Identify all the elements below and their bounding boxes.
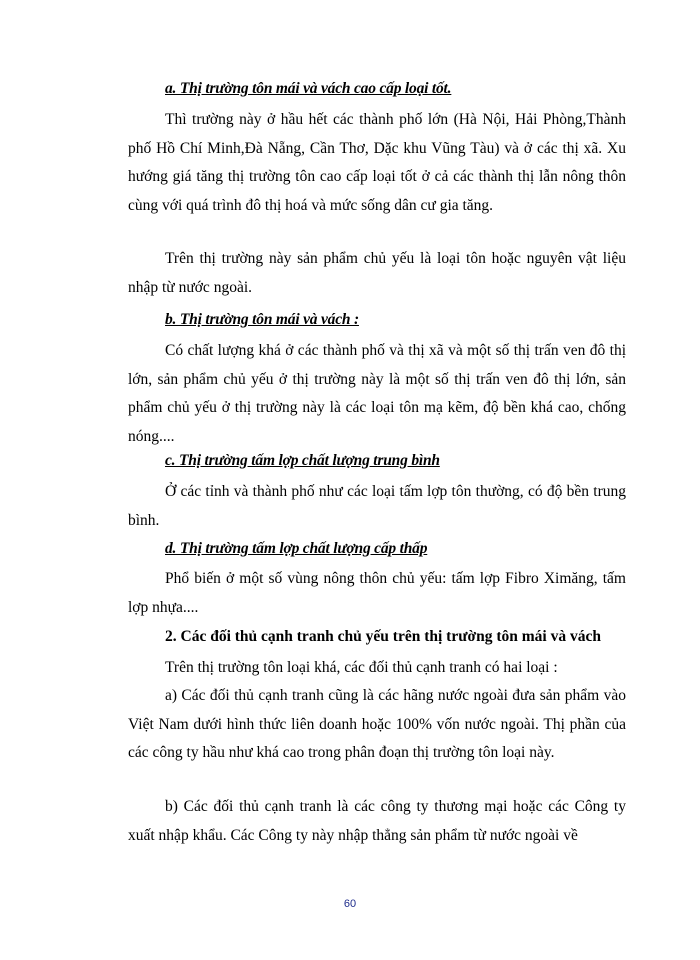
paragraph-a-1: Thì trường này ở hầu hết các thành phố lớn (Hà Nội, Hải Phòng,Thành phố Hồ Chí Minh,Đà Nẵng, Cần Thơ, Dặc khu Vũng Tàu) và ở các thị xã. Xu hướng giá tăng thị trường tôn cao cấp loại tốt ở cả các thành thị lẫn nông thôn cùng với quá trình đô thị hoá và mức sống dân cư gia tăng. (128, 111, 626, 214)
paragraph-section-2-2: a) Các đối thủ cạnh tranh cũng là các hãng nước ngoài đưa sản phẩm vào Việt Nam dưới hình thức liên doanh hoặc 100% vốn nước ngoài. Thị phần của các công ty hầu như khá cao trong phân đoạn thị trường tôn loại này. (128, 687, 626, 761)
page-number: 60 (343, 898, 357, 910)
paragraph-a-2: Trên thị trường này sản phẩm chủ yếu là loại tôn hoặc nguyên vật liệu nhập từ nước ngoài. (128, 250, 626, 296)
heading-b: b. Thị trường tôn mái và vách : (165, 311, 359, 328)
paragraph-c-1: Ở các tỉnh và thành phố như các loại tấm lợp tôn thường, có độ bền trung bình. (128, 483, 626, 529)
heading-c: c. Thị trường tấm lợp chất lượng trung bình (165, 452, 440, 469)
paragraph-section-2-3: b) Các đối thủ cạnh tranh là các công ty thương mại hoặc các Công ty xuất nhập khẩu. Các Công ty này nhập thẳng sản phẩm từ nước ngoài về (128, 798, 626, 844)
paragraph-section-2-1: Trên thị trường tôn loại khá, các đối thủ cạnh tranh có hai loại : (165, 659, 558, 676)
paragraph-d-1: Phổ biến ở một số vùng nông thôn chủ yếu: tấm lợp Fibro Ximăng, tấm lợp nhựa.... (128, 570, 626, 616)
heading-section-2: 2. Các đối thủ cạnh tranh chủ yếu trên thị trường tôn mái và vách (165, 628, 601, 645)
paragraph-b-1: Có chất lượng khá ở các thành phố và thị xã và một số thị trấn ven đô thị lớn, sản phẩm chủ yếu ở thị trường này là một số thị trấn ven đô thị lớn, sản phẩm chủ yếu ở thị trường này là các loại tôn mạ kẽm, độ bền khá cao, chống nóng.... (128, 342, 626, 445)
heading-d: d. Thị trường tấm lợp chất lượng cấp thấp (165, 540, 428, 557)
heading-a: a. Thị trường tôn mái và vách cao cấp loại tốt. (165, 80, 452, 97)
